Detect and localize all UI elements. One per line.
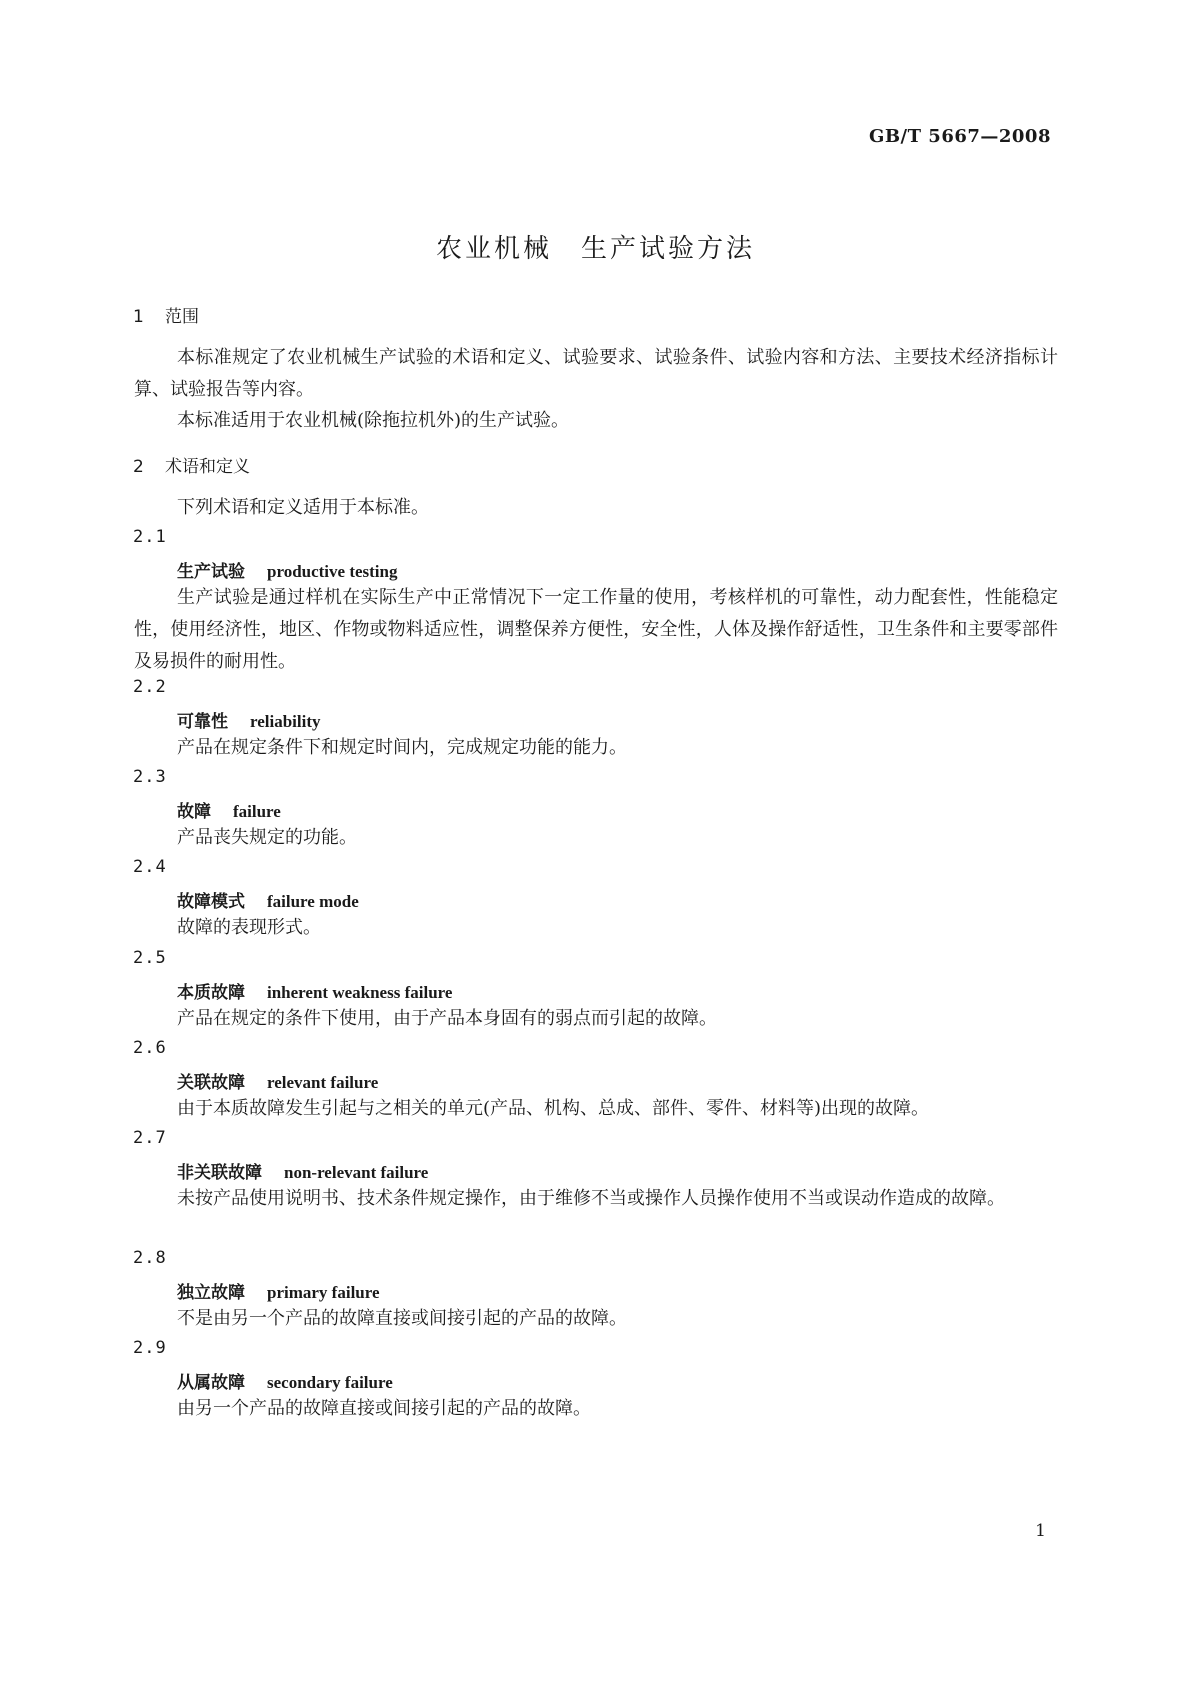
term-heading [177,1068,378,1093]
term-definition: 未按产品使用说明书、技术条件规定操作，由于维修不当或操作人员操作使用不当或误动作造成的故障。 [177,1188,1005,1209]
paragraph: 本标准规定了农业机械生产试验的术语和定义、试验要求、试验条件、试验内容和方法、主要技术经济指标计算、试验报告等内容。 [134,347,1058,400]
section-number: 1 [133,307,144,327]
term-heading [177,557,398,582]
term-heading [177,707,321,732]
term-heading [177,1368,393,1393]
section-2-heading [133,452,250,477]
term-zh: 独立故障 [177,1283,245,1303]
term-definition: 产品在规定的条件下使用，由于产品本身固有的弱点而引起的故障。 [177,1008,717,1029]
clause-number: 2.1 [133,527,167,547]
term-zh: 从属故障 [177,1373,245,1393]
term-zh: 故障模式 [177,892,245,912]
page-number: 1 [1035,1521,1046,1541]
term-heading [177,1158,428,1183]
section-title: 术语和定义 [165,457,250,477]
term-en: primary failure [267,1283,380,1302]
term-en: non-relevant failure [284,1163,429,1182]
clause-number: 2.7 [133,1128,167,1148]
document-title: 农业机械 生产试验方法 [435,234,755,264]
paragraph: 本标准适用于农业机械(除拖拉机外)的生产试验。 [177,410,570,431]
term-en: productive testing [267,562,398,581]
clause-number: 2.8 [133,1248,167,1268]
term-zh: 本质故障 [177,983,245,1003]
term-zh: 可靠性 [177,712,228,732]
term-definition: 由于本质故障发生引起与之相关的单元(产品、机构、总成、部件、零件、材料等)出现的故障。 [177,1098,930,1119]
term-en: secondary failure [267,1373,393,1392]
section-number: 2 [133,457,144,477]
term-zh: 关联故障 [177,1073,245,1093]
term-en: failure mode [267,892,359,911]
term-zh: 非关联故障 [177,1163,262,1183]
term-heading [177,887,359,912]
section-title: 范围 [165,307,199,327]
paragraph: 下列术语和定义适用于本标准。 [177,497,429,518]
clause-number: 2.3 [133,767,167,787]
term-en: failure [233,802,281,821]
term-en: reliability [250,712,321,731]
section-1-heading [133,302,199,327]
term-en: relevant failure [267,1073,379,1092]
term-heading [177,1278,380,1303]
term-definition: 产品丧失规定的功能。 [177,827,357,848]
standard-code: GB/T 5667—2008 [868,126,1051,147]
clause-number: 2.9 [133,1338,167,1358]
clause-number: 2.6 [133,1038,167,1058]
clause-number: 2.2 [133,677,167,697]
term-zh: 生产试验 [177,562,245,582]
term-definition: 生产试验是通过样机在实际生产中正常情况下一定工作量的使用，考核样机的可靠性，动力配套性，性能稳定性，使用经济性，地区、作物或物料适应性，调整保养方便性，安全性，人体及操作舒适性，卫生条件和主要零部件及易损件的耐用性。 [134,587,1058,672]
term-definition: 故障的表现形式。 [177,917,321,938]
term-definition: 不是由另一个产品的故障直接或间接引起的产品的故障。 [177,1308,627,1329]
term-heading [177,978,452,1003]
term-zh: 故障 [177,802,211,822]
term-definition: 由另一个产品的故障直接或间接引起的产品的故障。 [177,1398,591,1419]
term-heading [177,797,281,822]
clause-number: 2.5 [133,948,167,968]
clause-number: 2.4 [133,857,167,877]
term-definition: 产品在规定条件下和规定时间内，完成规定功能的能力。 [177,737,627,758]
term-en: inherent weakness failure [267,983,453,1002]
